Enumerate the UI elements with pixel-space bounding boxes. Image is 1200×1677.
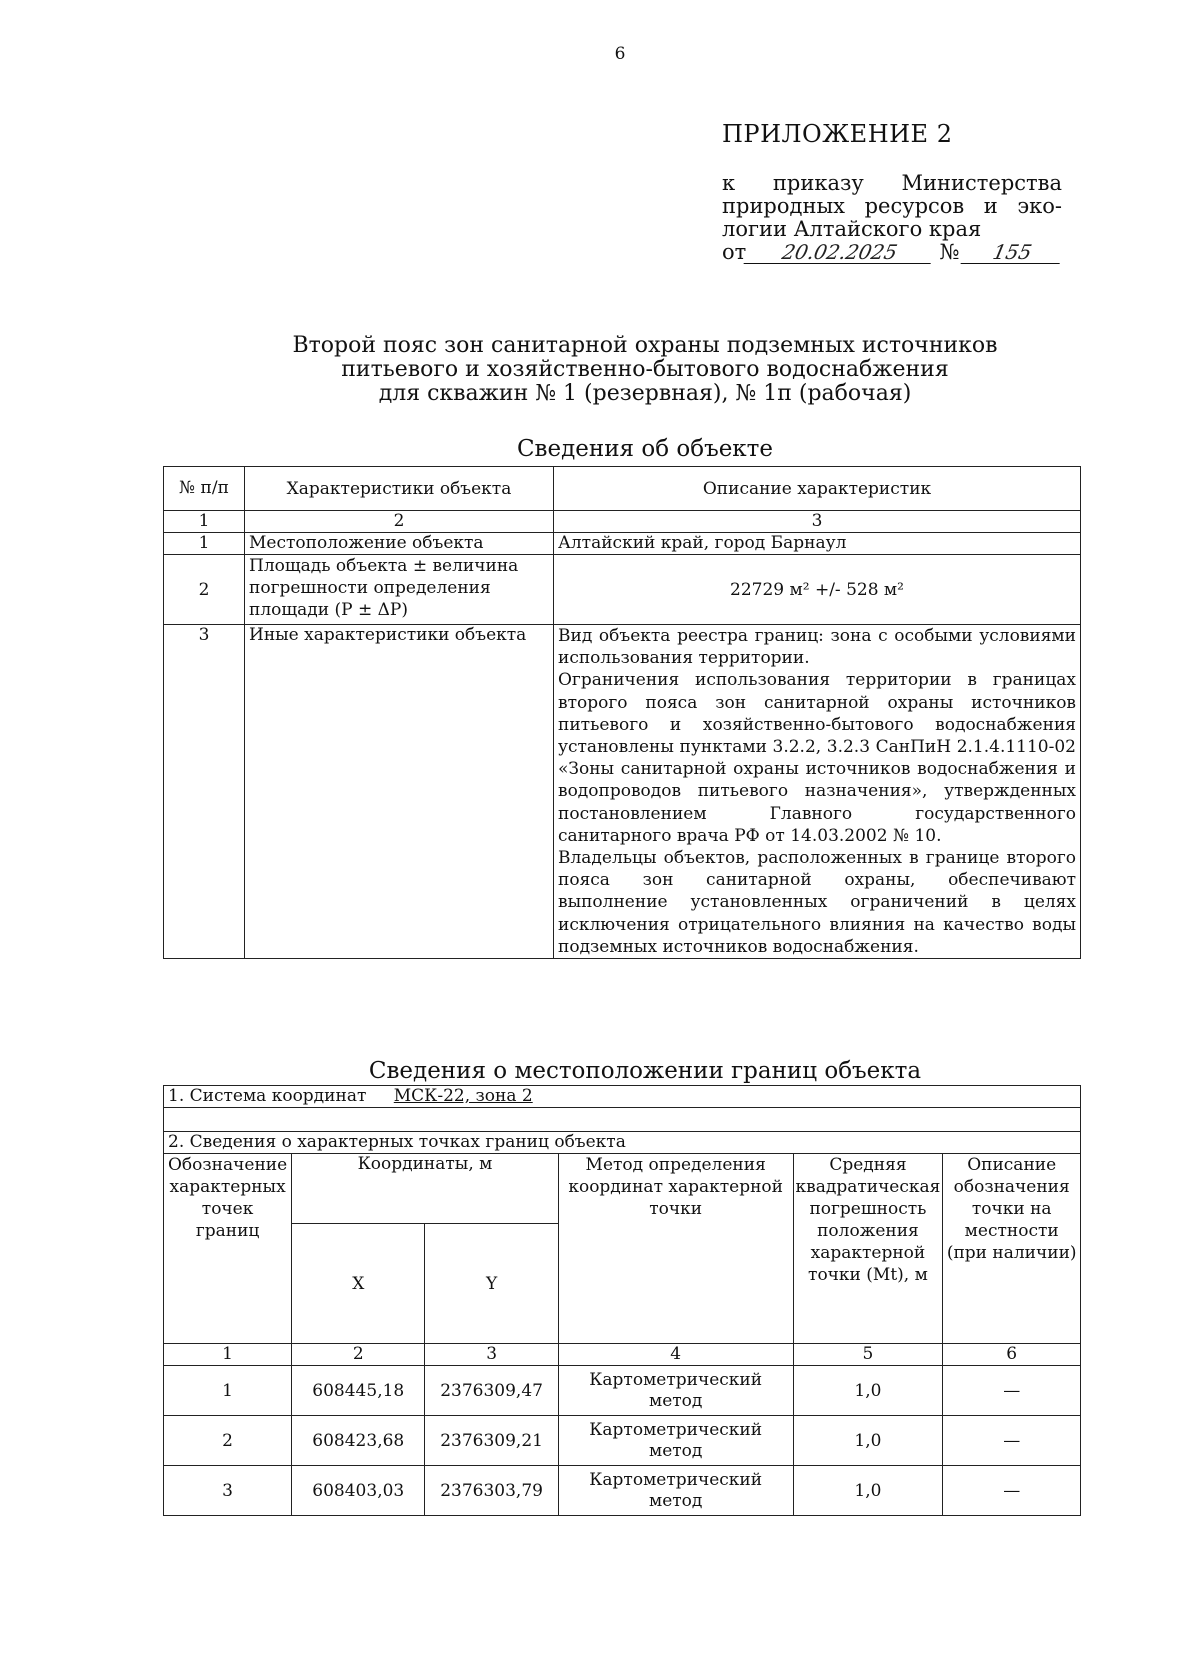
point-method: Картометрический метод bbox=[558, 1466, 793, 1516]
row-number: 2 bbox=[164, 555, 245, 625]
column-number: 3 bbox=[425, 1344, 558, 1366]
header-number: № п/п bbox=[164, 467, 245, 511]
table-row bbox=[164, 1466, 1081, 1516]
coordinate-system-value: МСК-22, зона 2 bbox=[393, 1086, 533, 1106]
title-line: питьевого и хозяйственно-бытового водоснабжения bbox=[341, 357, 949, 382]
column-number: 1 bbox=[164, 1344, 292, 1366]
date-prefix: от bbox=[722, 240, 747, 264]
object-section-caption: Сведения об объекте bbox=[516, 436, 774, 462]
point-x: 608423,68 bbox=[292, 1416, 425, 1466]
column-number: 4 bbox=[558, 1344, 793, 1366]
point-y: 2376303,79 bbox=[425, 1466, 558, 1516]
column-number: 2 bbox=[292, 1344, 425, 1366]
appendix-reference bbox=[722, 172, 1062, 241]
title-line: Второй пояс зон санитарной охраны подземных источников bbox=[292, 333, 998, 358]
point-description: — bbox=[943, 1416, 1081, 1466]
location-section-caption: Сведения о местоположении границ объекта bbox=[368, 1058, 922, 1084]
description-paragraph: Ограничения использования территории в границах второго пояса зон санитарной охраны источников питьевого и хозяйственно-бытового водоснабжения установлены пунктами 3.2.2, 3.2.3 СанПиН 2.1.4.1110-02 «Зоны санитарной охраны источников водоснабжения и водопроводов питьевого назначения», утвержденных постановлением Главного государственного санитарного врача РФ от 14.03.2002 № 10. bbox=[558, 670, 1076, 846]
point-method: Картометрический метод bbox=[558, 1416, 793, 1466]
header-designation: Обозначение характерных точек границ bbox=[164, 1154, 292, 1344]
point-error: 1,0 bbox=[793, 1366, 943, 1416]
appendix-title: ПРИЛОЖЕНИЕ 2 bbox=[722, 120, 953, 148]
header-point-description: Описание обозначения точки на местности (при наличии) bbox=[943, 1154, 1081, 1344]
header-coordinates: Координаты, м bbox=[292, 1154, 559, 1224]
header-description: Описание характеристик bbox=[554, 467, 1081, 511]
coordinate-system-row bbox=[164, 1086, 1081, 1108]
row-number: 3 bbox=[164, 625, 245, 959]
point-error: 1,0 bbox=[793, 1416, 943, 1466]
point-x: 608403,03 bbox=[292, 1466, 425, 1516]
number-prefix: № bbox=[939, 240, 960, 264]
appendix-ref-line: природных ресурсов и эко- bbox=[722, 194, 1062, 218]
characteristic-value bbox=[554, 625, 1081, 959]
appendix-ref-line: логии Алтайского края bbox=[722, 217, 982, 241]
point-description: — bbox=[943, 1366, 1081, 1416]
characteristic-name: Местоположение объекта bbox=[245, 533, 554, 555]
point-number: 3 bbox=[164, 1466, 292, 1516]
point-description: — bbox=[943, 1466, 1081, 1516]
characteristic-value: 22729 м² +/- 528 м² bbox=[554, 555, 1081, 625]
column-number: 2 bbox=[245, 511, 554, 533]
point-error: 1,0 bbox=[793, 1466, 943, 1516]
document-title bbox=[160, 334, 1130, 406]
characteristic-name: Площадь объекта ± величина погрешности определения площади (P ± ΔP) bbox=[245, 555, 554, 625]
point-number: 1 bbox=[164, 1366, 292, 1416]
header-y: Y bbox=[425, 1224, 558, 1344]
boundary-points-table bbox=[163, 1085, 1081, 1516]
header-error: Средняя квадратическая погрешность положения характерной точки (Mt), м bbox=[793, 1154, 943, 1344]
column-number: 3 bbox=[554, 511, 1081, 533]
header-x: X bbox=[292, 1224, 425, 1344]
description-paragraph: Вид объекта реестра границ: зона с особыми условиями использования территории. bbox=[558, 626, 1076, 669]
page-number: 6 bbox=[614, 44, 626, 64]
order-date-number bbox=[722, 240, 1062, 264]
header-characteristics: Характеристики объекта bbox=[245, 467, 554, 511]
column-number: 5 bbox=[793, 1344, 943, 1366]
title-line: для скважин № 1 (резервная), № 1п (рабочая) bbox=[378, 381, 912, 406]
point-y: 2376309,47 bbox=[425, 1366, 558, 1416]
object-info-table bbox=[163, 466, 1081, 959]
appendix-ref-line: к приказу Министерства bbox=[722, 171, 1062, 195]
point-number: 2 bbox=[164, 1416, 292, 1466]
points-section-title: 2. Сведения о характерных точках границ объекта bbox=[164, 1132, 1081, 1154]
table-row bbox=[164, 1416, 1081, 1466]
characteristic-name: Иные характеристики объекта bbox=[245, 625, 554, 959]
point-y: 2376309,21 bbox=[425, 1416, 558, 1466]
table-row bbox=[164, 555, 1081, 625]
handwritten-number: 155 bbox=[961, 241, 1064, 264]
point-method: Картометрический метод bbox=[558, 1366, 793, 1416]
empty-row bbox=[164, 1108, 1081, 1132]
row-number: 1 bbox=[164, 533, 245, 555]
table-row bbox=[164, 625, 1081, 959]
handwritten-date: 20.02.2025 bbox=[744, 241, 936, 264]
characteristic-value: Алтайский край, город Барнаул bbox=[554, 533, 1081, 555]
point-x: 608445,18 bbox=[292, 1366, 425, 1416]
column-number: 6 bbox=[943, 1344, 1081, 1366]
coordinate-system-label: 1. Система координат bbox=[168, 1086, 367, 1106]
table-row bbox=[164, 1366, 1081, 1416]
column-number: 1 bbox=[164, 511, 245, 533]
description-paragraph: Владельцы объектов, расположенных в границе второго пояса зон санитарной охраны, обеспечивают выполнение установленных ограничений в целях исключения отрицательного влияния на качество воды подземных источников водоснабжения. bbox=[558, 848, 1076, 957]
table-row bbox=[164, 533, 1081, 555]
header-method: Метод определения координат характерной точки bbox=[558, 1154, 793, 1344]
